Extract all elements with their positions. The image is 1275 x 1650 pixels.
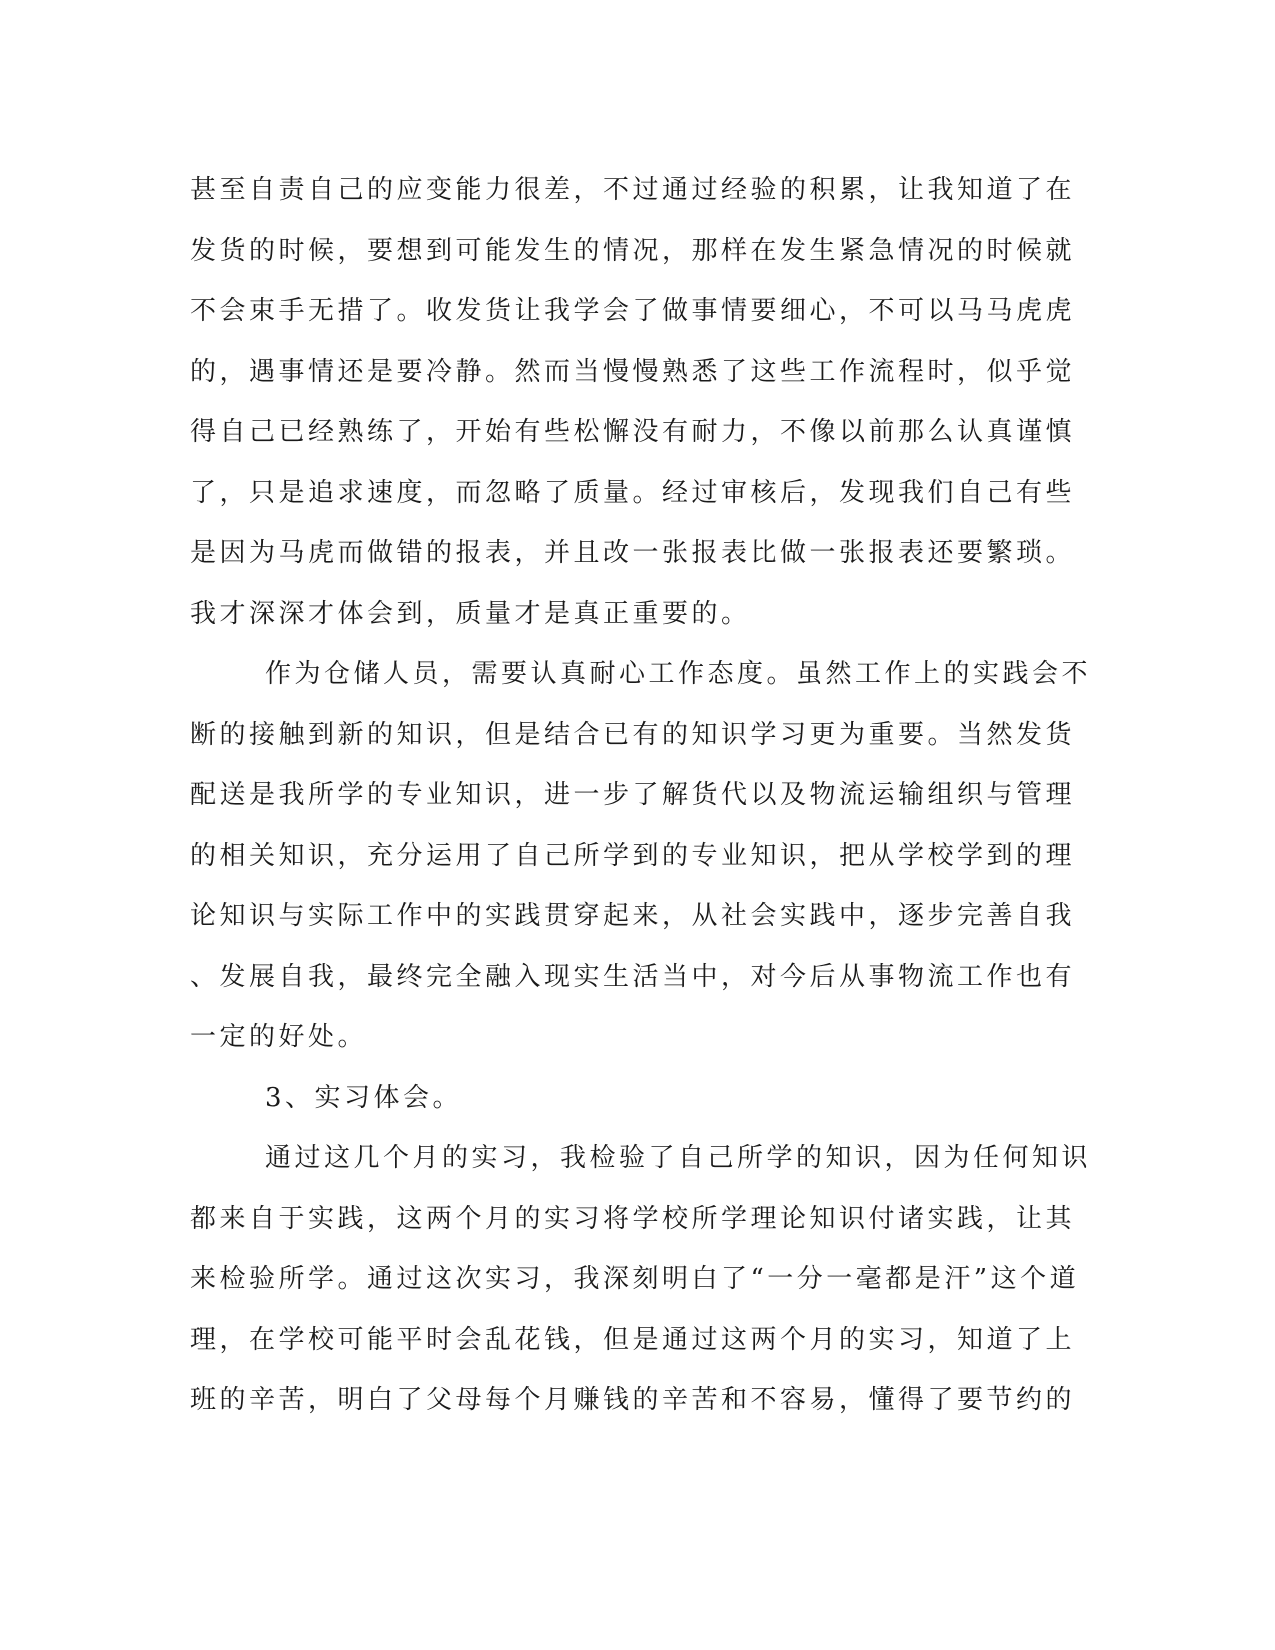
text-line: 理，在学校可能平时会乱花钱，但是通过这两个月的实习，知道了上 <box>190 1324 1076 1355</box>
text-line: 一定的好处。 <box>190 1022 368 1052</box>
text-line: 论知识与实际工作中的实践贯穿起来，从社会实践中，逐步完善自我 <box>190 901 1076 931</box>
text-line: 的相关知识，充分运用了自己所学到的专业知识，把从学校学到的理 <box>190 840 1076 871</box>
text-line: 断的接触到新的知识，但是结合已有的知识学习更为重要。当然发货 <box>190 719 1076 750</box>
text-line: 我才深深才体会到，质量才是真正重要的。 <box>190 598 751 629</box>
text-line: 甚至自责自己的应变能力很差，不过通过经验的积累，让我知道了在 <box>190 175 1076 205</box>
text-line: 是因为马虎而做错的报表，并且改一张报表比做一张报表还要繁琐。 <box>190 538 1076 568</box>
text-line: 、发展自我，最终完全融入现实生活当中，对今后从事物流工作也有 <box>190 961 1076 992</box>
text-line: 作为仓储人员，需要认真耐心工作态度。虽然工作上的实践会不 <box>265 659 1092 689</box>
text-line: 配送是我所学的专业知识，进一步了解货代以及物流运输组织与管理 <box>190 780 1076 810</box>
text-line: 得自己已经熟练了，开始有些松懈没有耐力，不像以前那么认真谨慎 <box>190 417 1076 447</box>
body-text <box>190 160 1092 1431</box>
text-line: 不会束手无措了。收发货让我学会了做事情要细心，不可以马马虎虎 <box>190 296 1076 326</box>
text-line: 3、实习体会。 <box>265 1082 463 1113</box>
text-line: 发货的时候，要想到可能发生的情况，那样在发生紧急情况的时候就 <box>190 235 1076 266</box>
text-line: 了，只是追求速度，而忽略了质量。经过审核后，发现我们自己有些 <box>190 477 1076 508</box>
text-line: 通过这几个月的实习，我检验了自己所学的知识，因为任何知识 <box>265 1143 1092 1173</box>
text-line: 来检验所学。通过这次实习，我深刻明白了“一分一毫都是汗”这个道 <box>190 1264 1080 1294</box>
text-line: 班的辛苦，明白了父母每个月赚钱的辛苦和不容易，懂得了要节约的 <box>190 1385 1076 1415</box>
text-line: 都来自于实践，这两个月的实习将学校所学理论知识付诸实践，让其 <box>190 1203 1076 1234</box>
text-line: 的，遇事情还是要冷静。然而当慢慢熟悉了这些工作流程时，似乎觉 <box>190 356 1076 387</box>
